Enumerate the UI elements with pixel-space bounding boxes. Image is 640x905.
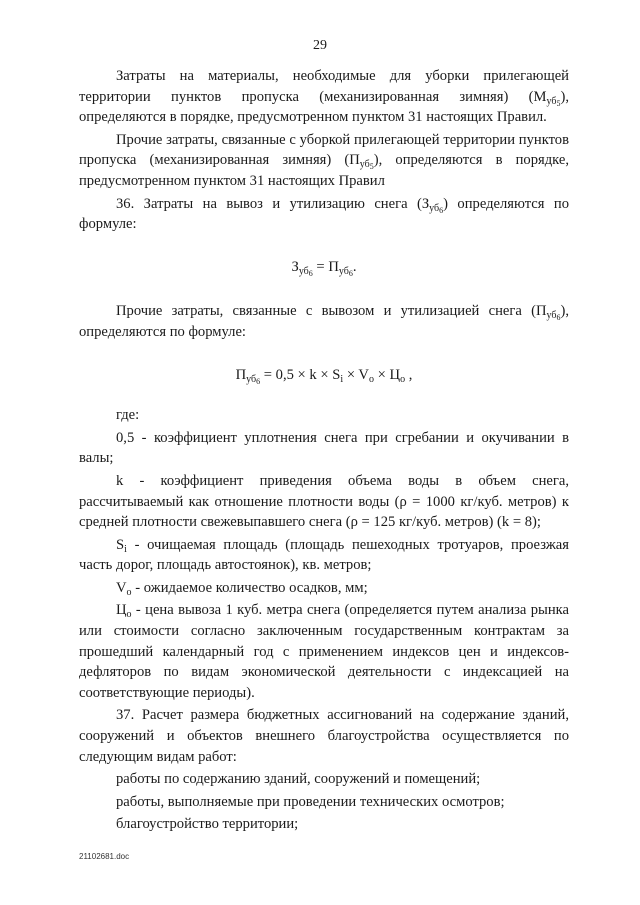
- subscript-index: 6: [308, 268, 313, 278]
- text: 36. Затраты на вывоз и утилизацию снега (З: [116, 195, 430, 212]
- document-body: [79, 66, 569, 837]
- text: ), определяются в порядке, предусмотренном пунктом 31 настоящих Правил.: [79, 88, 569, 126]
- subscript: [246, 374, 260, 385]
- text: Затраты на материалы, необходимые для уборки прилегающей территории пунктов пропуска (механизированная зимняя) (М: [79, 68, 569, 105]
- text: Прочие затраты, связанные с вывозом и утилизацией снега (П: [116, 303, 547, 320]
- subscript: [299, 266, 313, 277]
- subscript-text: уб: [246, 373, 257, 385]
- symbol: V: [116, 579, 127, 596]
- text: ), определяются по формуле:: [79, 303, 569, 340]
- subscript-index: 6: [439, 205, 444, 215]
- formula-symbol: З: [291, 258, 299, 275]
- subscript-text: уб: [298, 265, 309, 277]
- text: ) определяются по формуле:: [79, 195, 570, 233]
- subscript-index: 6: [348, 268, 353, 278]
- list-item: благоустройство территории;: [116, 816, 299, 833]
- formula-part: × Ц: [373, 366, 401, 383]
- subscript-text: уб: [338, 265, 349, 277]
- text: ), определяются в порядке, предусмотренном пунктом 31 настоящих Правил: [79, 152, 569, 189]
- page-number: 29: [313, 38, 327, 53]
- subscript: [339, 266, 353, 277]
- subscript-index: 6: [256, 376, 261, 386]
- paragraph-other-snow-costs: [79, 301, 569, 342]
- subscript-index: 6: [556, 313, 561, 323]
- definition-price: [79, 600, 569, 703]
- formula-equals: =: [312, 258, 329, 275]
- text: Прочие затраты, связанные с уборкой прилегающей территории пунктов пропуска (механизированная зимняя) (П: [79, 131, 569, 169]
- subscript: о: [126, 609, 132, 621]
- subscript: о: [400, 373, 406, 385]
- formula-part: × V: [343, 366, 369, 383]
- subscript: o: [126, 586, 132, 598]
- text: - очищаемая площадь (площадь пешеходных тротуаров, проезжая часть дорог, площадь автостоянок), кв. метров;: [79, 536, 569, 574]
- formula-symbol: П: [235, 366, 247, 383]
- subscript: [547, 310, 561, 321]
- formula-part: = 0,5 × k × S: [260, 366, 341, 383]
- list-item: работы, выполняемые при проведении технических осмотров;: [116, 793, 505, 810]
- subscript-index: 5: [556, 98, 561, 108]
- subscript-index: 5: [369, 162, 374, 172]
- subscript-text: уб: [359, 159, 370, 171]
- list-item: работы по содержанию зданий, сооружений и помещений;: [116, 771, 481, 788]
- formula-snow-removal: [79, 257, 569, 278]
- where-label: где:: [116, 407, 140, 424]
- subscript: [547, 96, 561, 107]
- text: - цена вывоза 1 куб. метра снега (определяется путем анализа рынка или стоимости согласно заключенным государственным контрактам за прошедший календарный год с применением индексов цен и индексов-дефляторов по видам экономической деятельности с индексацией на соответствующие периоды).: [79, 602, 569, 701]
- subscript: o: [368, 373, 374, 385]
- formula-other-snow-costs: [79, 365, 569, 386]
- subscript-text: уб: [546, 310, 557, 322]
- subscript-text: уб: [429, 202, 440, 214]
- subscript: [360, 159, 374, 170]
- paragraph-36: [79, 194, 569, 235]
- paragraph-other-costs: [79, 130, 569, 192]
- formula-end: ,: [405, 366, 413, 383]
- symbol: Ц: [116, 602, 127, 619]
- subscript: i: [340, 373, 344, 385]
- paragraph-37: 37. Расчет размера бюджетных ассигнований на содержание зданий, сооружений и объектов внешнего благоустройства осуществляется по следующим видам работ:: [79, 707, 569, 765]
- definition-v: [79, 578, 569, 599]
- paragraph-materials-costs: [79, 66, 569, 128]
- file-name-footer: 21102681.doc: [79, 852, 130, 861]
- formula-symbol: П: [328, 258, 339, 275]
- definition-k: k - коэффициент приведения объема воды в объем снега, рассчитываемый как отношение плотности воды (ρ = 1000 кг/куб. метров) к средней плотности свежевыпавшего снега (ρ = 125 кг/куб. метров) (k = 8);: [79, 472, 569, 531]
- subscript: i: [124, 543, 127, 555]
- formula-end: .: [352, 258, 357, 275]
- symbol: S: [116, 536, 125, 553]
- subscript-text: уб: [546, 95, 557, 107]
- definition-compaction: 0,5 - коэффициент уплотнения снега при сгребании и окучивании в валы;: [79, 429, 569, 467]
- text: - ожидаемое количество осадков, мм;: [131, 579, 368, 596]
- definition-s: [79, 535, 569, 576]
- subscript: [429, 203, 443, 214]
